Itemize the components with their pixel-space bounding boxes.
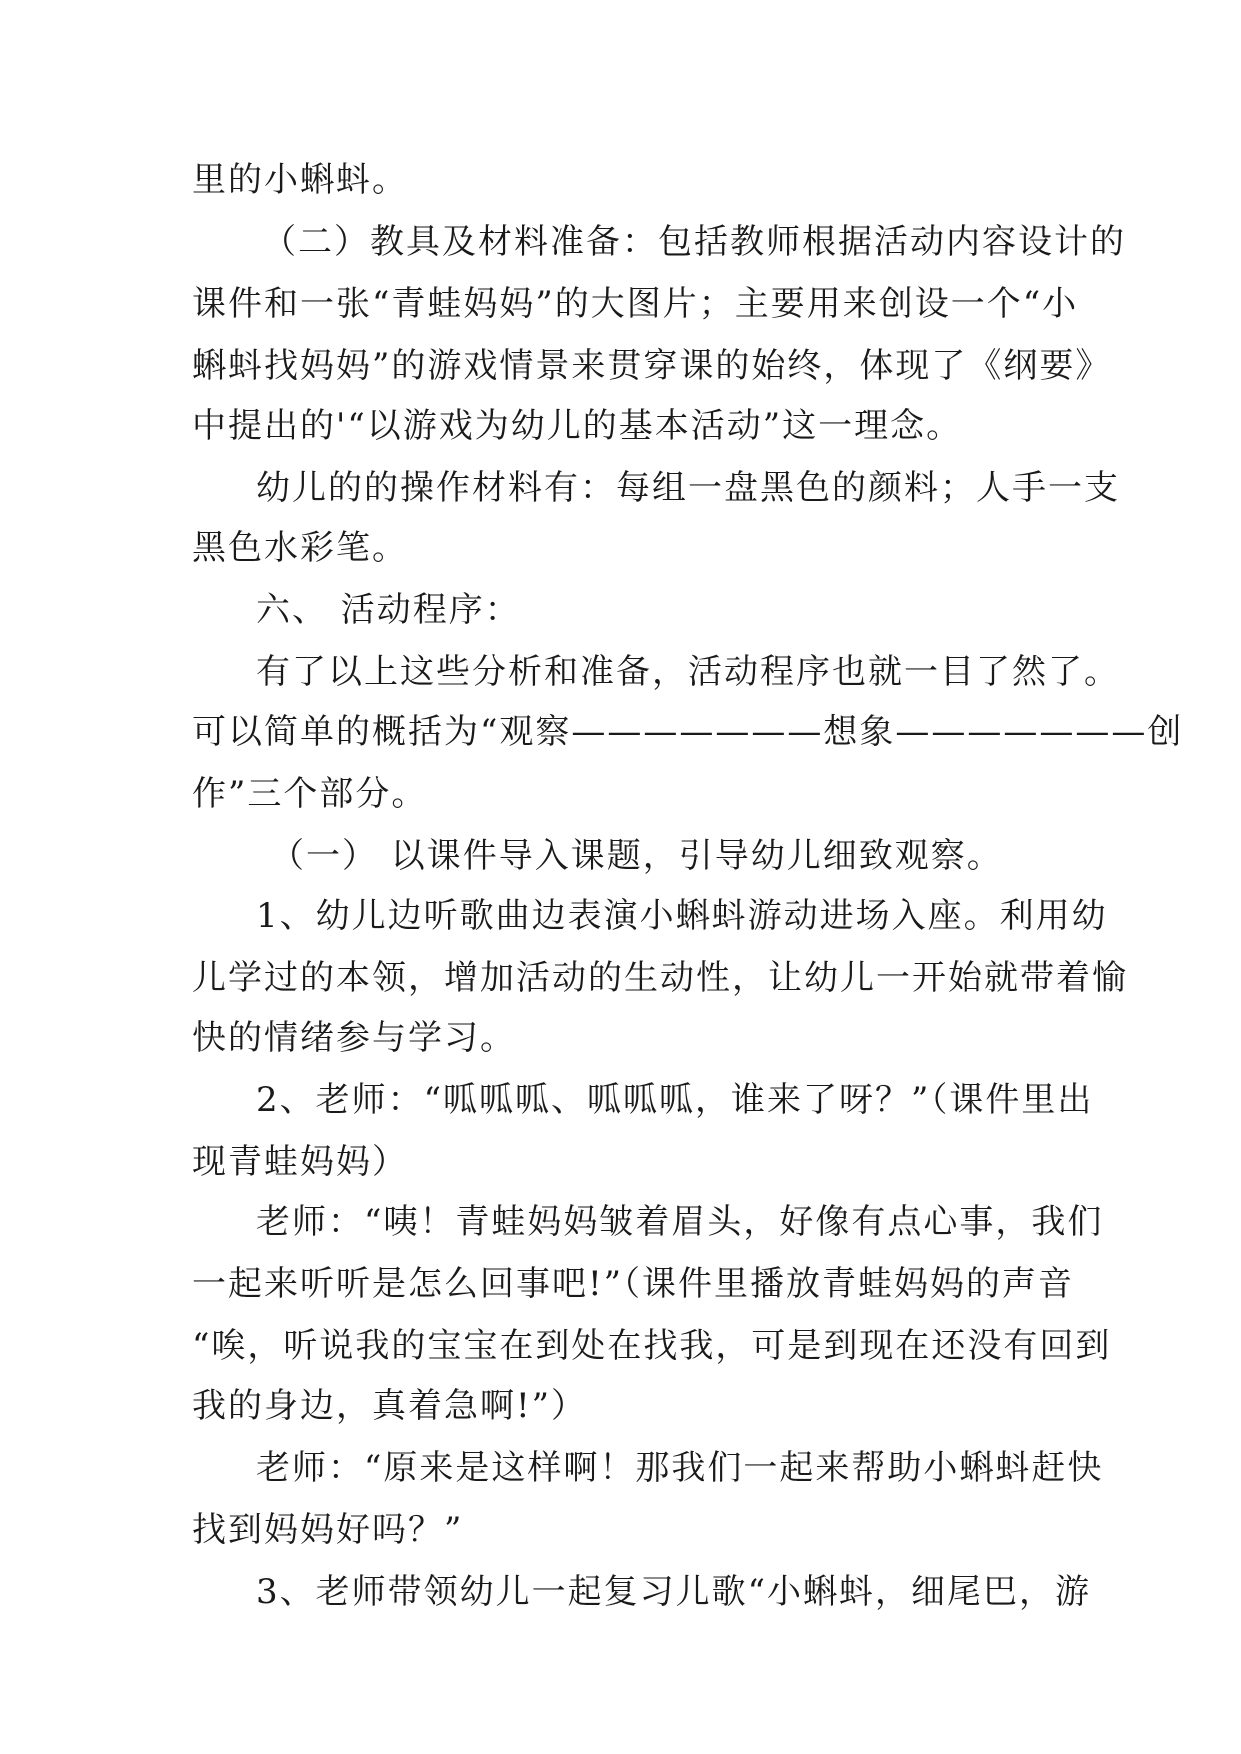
text-line: 可以简单的概括为“观察———————想象———————创 <box>192 712 1184 752</box>
text-line: 一起来听听是怎么回事吧!”（课件里播放青蛙妈妈的声音 <box>192 1264 1075 1304</box>
text-line: 作”三个部分。 <box>192 774 428 814</box>
text-line: 找到妈妈好吗？” <box>192 1510 464 1550</box>
text-line: 中提出的'“以游戏为幼儿的基本活动”这一理念。 <box>192 406 963 446</box>
text-line: “唉，听说我的宝宝在到处在找我，可是到现在还没有回到 <box>192 1326 1112 1366</box>
text-line: 老师：“咦！青蛙妈妈皱着眉头，好像有点心事，我们 <box>256 1202 1104 1242</box>
text-line: 1、幼儿边听歌曲边表演小蝌蚪游动进场入座。利用幼 <box>256 896 1108 936</box>
text-line: 黑色水彩笔。 <box>192 528 408 568</box>
text-line: 老师：“原来是这样啊！那我们一起来帮助小蝌蚪赶快 <box>256 1448 1104 1488</box>
section-heading: （二）教具及材料准备：包括教师根据活动内容设计的 <box>262 222 1126 262</box>
text-line: 蝌蚪找妈妈”的游戏情景来贯穿课的始终，体现了《纲要》 <box>192 346 1112 386</box>
text-line: 我的身边，真着急啊!”） <box>192 1386 588 1426</box>
text-line: 快的情绪参与学习。 <box>192 1018 516 1058</box>
text-line: 里的小蝌蚪。 <box>192 160 408 200</box>
section-heading: 六、 活动程序： <box>256 590 521 630</box>
text-line: 现青蛙妈妈） <box>192 1142 408 1182</box>
text-line: 课件和一张“青蛙妈妈”的大图片；主要用来创设一个“小 <box>192 284 1079 324</box>
text-line: 幼儿的的操作材料有：每组一盘黑色的颜料；人手一支 <box>256 468 1120 508</box>
text-line: 2、老师：“呱呱呱、呱呱呱，谁来了呀？”（课件里出 <box>256 1080 1094 1120</box>
text-line: 3、老师带领幼儿一起复习儿歌“小蝌蚪，细尾巴，游 <box>256 1572 1092 1612</box>
text-line: 儿学过的本领，增加活动的生动性，让幼儿一开始就带着愉 <box>192 958 1128 998</box>
section-heading: （一） 以课件导入课题，引导幼儿细致观察。 <box>270 836 1003 876</box>
text-line: 有了以上这些分析和准备，活动程序也就一目了然了。 <box>256 652 1120 692</box>
